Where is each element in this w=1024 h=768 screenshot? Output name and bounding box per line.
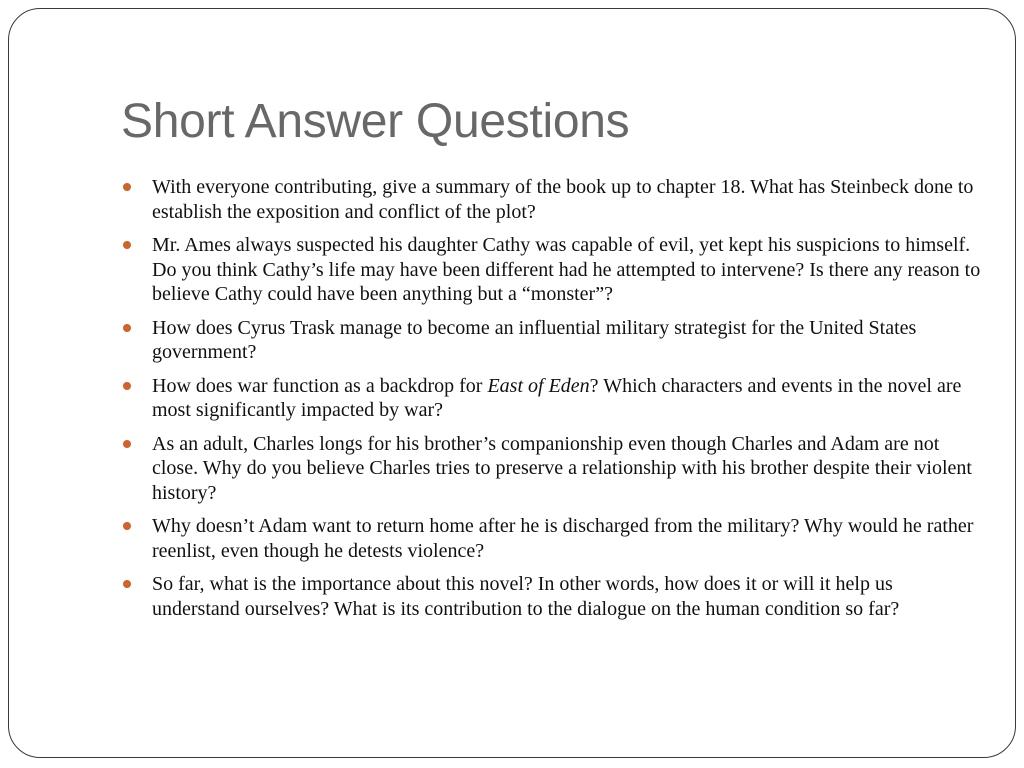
question-text-before: How does war function as a backdrop for [152,374,488,397]
bullet-dot-icon [123,324,131,332]
list-item [152,233,982,307]
slide-title: Short Answer Questions [121,95,630,148]
question-list [152,175,982,630]
list-item [152,514,982,563]
slide [8,8,1016,758]
list-item [152,432,982,506]
bullet-dot-icon [123,382,131,390]
bullet-dot-icon [123,580,131,588]
list-item [152,175,982,224]
question-text: Why doesn’t Adam want to return home after he is discharged from the military? Why would he rather reenlist, even though he detests violence? [152,515,974,562]
bullet-dot-icon [123,522,131,530]
bullet-dot-icon [123,440,131,448]
question-text: Mr. Ames always suspected his daughter Cathy was capable of evil, yet kept his suspicions to himself. Do you think Cathy’s life may have been different had he attempted to intervene? Is there any reason to believe Cathy could have been anything but a “monster”? [152,234,981,305]
list-item [152,572,982,621]
bullet-dot-icon [123,183,131,191]
question-text: As an adult, Charles longs for his brother’s companionship even though Charles and Adam are not close. Why do you believe Charles tries to preserve a relationship with his brother despite their violent history? [152,432,972,504]
question-text-after: ? Which characters and events in the novel are most significantly impacted by war? [152,374,962,421]
question-text: So far, what is the importance about this novel? In other words, how does it or will it help us understand ourselves? What is its contribution to the dialogue on the human condition so far? [152,573,900,620]
question-text: How does Cyrus Trask manage to become an influential military strategist for the United States government? [152,316,917,363]
list-item [152,316,982,365]
list-item [152,374,982,423]
bullet-dot-icon [123,241,131,249]
question-text: With everyone contributing, give a summary of the book up to chapter 18. What has Steinbeck done to establish the exposition and conflict of the plot? [152,176,974,223]
book-title: East of Eden [487,374,590,397]
